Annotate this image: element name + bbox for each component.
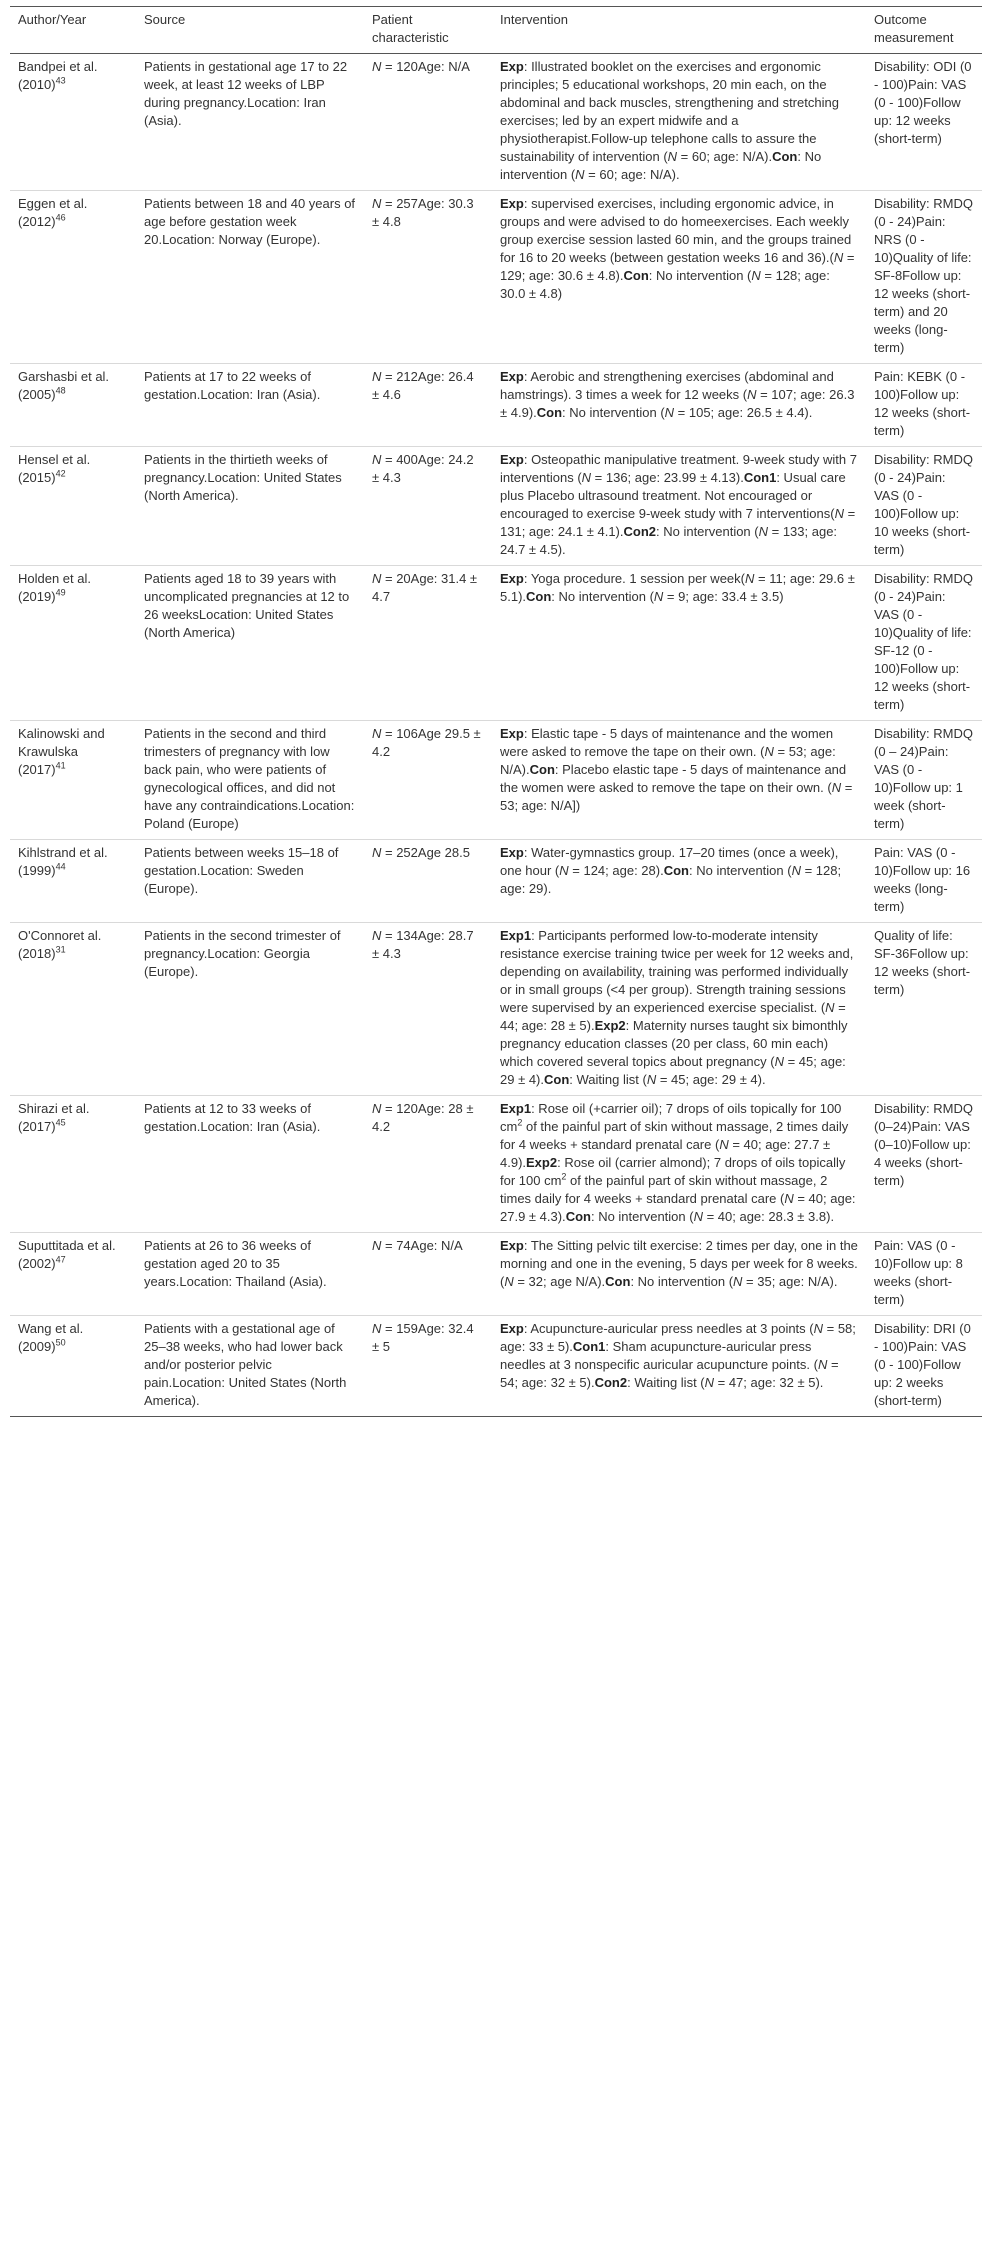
cell-source bbox=[136, 54, 364, 191]
text-segment: Patients in the second and third trimesters of pregnancy with low back pain, who were patients of gynecological offices, and did not have any contraindications.Location: Poland (Europe) bbox=[144, 726, 355, 831]
sample-size-symbol: N bbox=[744, 571, 755, 586]
arm-label: Exp bbox=[500, 59, 524, 74]
cell-intervention bbox=[492, 566, 866, 721]
arm-label: Con bbox=[529, 762, 555, 777]
cell-source bbox=[136, 566, 364, 721]
sample-size-symbol: N bbox=[704, 1375, 715, 1390]
text-segment: : No intervention ( bbox=[630, 1274, 734, 1289]
cell-source bbox=[136, 840, 364, 923]
cell-intervention bbox=[492, 447, 866, 566]
cell-author-year bbox=[10, 1096, 136, 1233]
text-segment: Disability: RMDQ (0 – 24)Pain: VAS (0 - 10)Follow up: 1 week (short-term) bbox=[874, 726, 973, 831]
cell-source bbox=[136, 1096, 364, 1233]
text-segment: Patients at 17 to 22 weeks of gestation.Location: Iran (Asia). bbox=[144, 369, 321, 402]
text-segment: = 136; age: 23.99 ± 4.13). bbox=[591, 470, 744, 485]
text-segment: of the painful part of skin without massage, 2 times daily for 4 weeks + standard prenatal care ( bbox=[500, 1173, 828, 1206]
text-segment: Kalinowski and Krawulska (2017) bbox=[18, 726, 105, 777]
arm-label: Con bbox=[663, 863, 689, 878]
sample-size-symbol: N bbox=[372, 452, 382, 467]
table-row bbox=[10, 54, 982, 191]
table-row bbox=[10, 364, 982, 447]
text-segment: = 11; age: 29.6 ± 5.1). bbox=[500, 571, 855, 604]
superscript: 43 bbox=[55, 75, 66, 86]
cell-intervention bbox=[492, 191, 866, 364]
cell-author-year bbox=[10, 1233, 136, 1316]
cell-source bbox=[136, 923, 364, 1096]
arm-label: Exp bbox=[500, 571, 524, 586]
text-segment: = 400Age: 24.2 ± 4.3 bbox=[372, 452, 474, 485]
sample-size-symbol: N bbox=[372, 59, 382, 74]
text-segment: Disability: ODI (0 - 100)Pain: VAS (0 - 100)Follow up: 12 weeks (short-term) bbox=[874, 59, 972, 146]
text-segment: : Maternity nurses taught six bimonthly pregnancy education classes (20 per class, 60 min each) which covered several topics about pregnancy ( bbox=[500, 1018, 848, 1069]
text-segment: : Waiting list ( bbox=[627, 1375, 705, 1390]
sample-size-symbol: N bbox=[817, 1357, 828, 1372]
text-segment: : Rose oil (+carrier oil); 7 drops of oils topically for 100 cm bbox=[500, 1101, 842, 1134]
text-segment: : No intervention ( bbox=[551, 589, 654, 604]
arm-label: Con bbox=[544, 1072, 570, 1087]
text-segment: : Placebo elastic tape - 5 days of maintenance and the women were asked to remove the tape on their own. ( bbox=[500, 762, 847, 795]
text-segment: Garshasbi et al. (2005) bbox=[18, 369, 110, 402]
cell-source bbox=[136, 447, 364, 566]
text-segment: : Usual care plus Placebo ultrasound treatment. Not encouraged or encouraged to exercise 9-week study with 7 interventions( bbox=[500, 470, 846, 521]
text-segment: Pain: KEBK (0 - 100)Follow up: 12 weeks (short-term) bbox=[874, 369, 971, 438]
text-segment: Kihlstrand et al. (1999) bbox=[18, 845, 108, 878]
arm-label: Exp bbox=[500, 369, 524, 384]
cell-source bbox=[136, 364, 364, 447]
cell-intervention bbox=[492, 721, 866, 840]
superscript: 41 bbox=[55, 760, 66, 771]
superscript: 50 bbox=[55, 1337, 66, 1348]
arm-label: Exp2 bbox=[526, 1155, 558, 1170]
sample-size-symbol: N bbox=[653, 589, 664, 604]
cell-patient-characteristic bbox=[364, 364, 492, 447]
text-segment: = 40; age: 28.3 ± 3.8). bbox=[702, 1209, 835, 1224]
text-segment: Disability: RMDQ (0 - 24)Pain: VAS (0 - 100)Follow up: 10 weeks (short-term) bbox=[874, 452, 973, 557]
sample-size-symbol: N bbox=[372, 1101, 382, 1116]
arm-label: Exp bbox=[500, 1321, 524, 1336]
superscript: 42 bbox=[55, 468, 66, 479]
text-segment: = 129; age: 30.6 ± 4.8). bbox=[500, 250, 855, 283]
sample-size-symbol: N bbox=[372, 726, 382, 741]
cell-patient-characteristic bbox=[364, 721, 492, 840]
text-segment: : No intervention ( bbox=[656, 524, 759, 539]
superscript: 45 bbox=[55, 1117, 66, 1128]
cell-source bbox=[136, 721, 364, 840]
cell-outcome-measurement bbox=[866, 721, 982, 840]
cell-outcome-measurement bbox=[866, 1096, 982, 1233]
arm-label: Con2 bbox=[594, 1375, 628, 1390]
cell-outcome-measurement bbox=[866, 1233, 982, 1316]
text-segment: : Participants performed low-to-moderate intensity resistance exercise training twice per week for 12 weeks and, depending on availability, training was performed individually or in small groups (<4 per group). Strength training sessions were supervised by an experienced exercise specialist. ( bbox=[500, 928, 854, 1015]
cell-intervention bbox=[492, 923, 866, 1096]
sample-size-symbol: N bbox=[581, 470, 592, 485]
text-segment: : Rose oil (carrier almond); 7 drops of oils topically for 100 cm bbox=[500, 1155, 846, 1188]
sample-size-symbol: N bbox=[813, 1321, 824, 1336]
text-segment: Disability: RMDQ (0–24)Pain: VAS (0–10)Follow up: 4 weeks (short-term) bbox=[874, 1101, 973, 1188]
text-segment: = 58; age: 33 ± 5). bbox=[500, 1321, 856, 1354]
cell-author-year bbox=[10, 54, 136, 191]
sample-size-symbol: N bbox=[831, 780, 842, 795]
text-segment: = 74Age: N/A bbox=[381, 1238, 463, 1253]
text-segment: = 128; age: 29). bbox=[500, 863, 842, 896]
sample-size-symbol: N bbox=[575, 167, 585, 182]
text-segment: : No intervention ( bbox=[590, 1209, 694, 1224]
text-segment: = 45; age: 29 ± 4). bbox=[500, 1054, 846, 1087]
text-segment: = 44; age: 28 ± 5). bbox=[500, 1000, 846, 1033]
header-outcome-measurement: Outcome measurement bbox=[874, 12, 954, 45]
arm-label: Con bbox=[565, 1209, 591, 1224]
text-segment: = 106Age 29.5 ± 4.2 bbox=[372, 726, 481, 759]
text-segment: : Illustrated booklet on the exercises and ergonomic principles; 5 educational workshops, 20 min each, on the abdominal and back muscles, strengthening and stretching exercises; led by an expert midwife and a physiotherapist.Follow-up telephone calls to assure the sustainability of intervention ( bbox=[500, 59, 839, 164]
text-segment: Disability: RMDQ (0 - 24)Pain: NRS (0 - 10)Quality of life: SF-8Follow up: 12 weeks (short-term) and 20 weeks (long-term) bbox=[874, 196, 973, 355]
table-body bbox=[10, 54, 982, 1417]
superscript: 46 bbox=[55, 212, 66, 223]
table-row bbox=[10, 1096, 982, 1233]
text-segment: = 131; age: 24.1 ± 4.1). bbox=[500, 506, 856, 539]
superscript: 49 bbox=[55, 587, 66, 598]
cell-source bbox=[136, 1233, 364, 1316]
table-row bbox=[10, 1316, 982, 1417]
cell-patient-characteristic bbox=[364, 191, 492, 364]
text-segment: : No intervention ( bbox=[648, 268, 752, 283]
text-segment: O'Connoret al. (2018) bbox=[18, 928, 102, 961]
cell-intervention bbox=[492, 840, 866, 923]
cell-patient-characteristic bbox=[364, 840, 492, 923]
studies-table bbox=[10, 6, 982, 1417]
text-segment: Patients in the second trimester of pregnancy.Location: Georgia (Europe). bbox=[144, 928, 341, 979]
arm-label: Exp1 bbox=[500, 1101, 532, 1116]
text-segment: Disability: RMDQ (0 - 24)Pain: VAS (0 - 10)Quality of life: SF-12 (0 - 100)Follow up: 12 weeks (short-term) bbox=[874, 571, 973, 712]
text-segment: = 128; age: 30.0 ± 4.8) bbox=[500, 268, 830, 301]
cell-outcome-measurement bbox=[866, 840, 982, 923]
text-segment: Quality of life: SF-36Follow up: 12 weeks (short-term) bbox=[874, 928, 971, 997]
table-row bbox=[10, 840, 982, 923]
text-segment: = 53; age: N/A]) bbox=[500, 780, 853, 813]
sample-size-symbol: N bbox=[372, 1238, 382, 1253]
sample-size-symbol: N bbox=[791, 863, 801, 878]
cell-patient-characteristic bbox=[364, 447, 492, 566]
superscript: 2 bbox=[517, 1117, 523, 1128]
text-segment: = 54; age: 32 ± 5). bbox=[500, 1357, 839, 1390]
text-segment: = 47; age: 32 ± 5). bbox=[714, 1375, 824, 1390]
text-segment: Eggen et al. (2012) bbox=[18, 196, 88, 229]
text-segment: = 257Age: 30.3 ± 4.8 bbox=[372, 196, 474, 229]
sample-size-symbol: N bbox=[372, 845, 382, 860]
text-segment: = 120Age: N/A bbox=[381, 59, 470, 74]
text-segment: = 53; age: N/A). bbox=[500, 744, 836, 777]
cell-author-year bbox=[10, 447, 136, 566]
cell-patient-characteristic bbox=[364, 566, 492, 721]
header-source: Source bbox=[144, 12, 186, 27]
header-row bbox=[10, 7, 982, 54]
cell-intervention bbox=[492, 1316, 866, 1417]
superscript: 2 bbox=[561, 1171, 567, 1182]
cell-author-year bbox=[10, 721, 136, 840]
text-segment: = 60; age: N/A). bbox=[584, 167, 680, 182]
text-segment: Patients between 18 and 40 years of age before gestation week 20.Location: Norway (Europe). bbox=[144, 196, 356, 247]
table-row bbox=[10, 447, 982, 566]
text-segment: of the painful part of skin without massage, 2 times daily for 4 weeks + standard prenatal care ( bbox=[500, 1119, 849, 1152]
text-segment: = 35; age: N/A). bbox=[742, 1274, 838, 1289]
text-segment: = 45; age: 29 ± 4). bbox=[656, 1072, 766, 1087]
text-segment: Hensel et al. (2015) bbox=[18, 452, 91, 485]
cell-intervention bbox=[492, 364, 866, 447]
text-segment: : Osteopathic manipulative treatment. 9-week study with 7 interventions ( bbox=[500, 452, 857, 485]
text-segment: = 159Age: 32.4 ± 5 bbox=[372, 1321, 474, 1354]
text-segment: = 40; age: 27.9 ± 4.3). bbox=[500, 1191, 856, 1224]
arm-label: Exp2 bbox=[594, 1018, 626, 1033]
cell-author-year bbox=[10, 840, 136, 923]
sample-size-symbol: N bbox=[825, 1000, 835, 1015]
text-segment: Bandpei et al. (2010) bbox=[18, 59, 98, 92]
text-segment: : No intervention ( bbox=[562, 405, 665, 420]
sample-size-symbol: N bbox=[646, 1072, 657, 1087]
sample-size-symbol: N bbox=[758, 524, 768, 539]
table-row bbox=[10, 923, 982, 1096]
sample-size-symbol: N bbox=[372, 571, 382, 586]
cell-source bbox=[136, 1316, 364, 1417]
sample-size-symbol: N bbox=[833, 250, 844, 265]
arm-label: Con bbox=[536, 405, 563, 420]
cell-patient-characteristic bbox=[364, 54, 492, 191]
cell-intervention bbox=[492, 1233, 866, 1316]
header-intervention: Intervention bbox=[500, 12, 568, 27]
arm-label: Exp bbox=[500, 1238, 524, 1253]
sample-size-symbol: N bbox=[834, 506, 844, 521]
sample-size-symbol: N bbox=[747, 387, 757, 402]
text-segment: Disability: DRI (0 - 100)Pain: VAS (0 - 100)Follow up: 2 weeks (short-term) bbox=[874, 1321, 971, 1408]
cell-outcome-measurement bbox=[866, 566, 982, 721]
sample-size-symbol: N bbox=[693, 1209, 703, 1224]
text-segment: = 60; age: N/A). bbox=[677, 149, 773, 164]
sample-size-symbol: N bbox=[774, 1054, 784, 1069]
arm-label: Exp bbox=[500, 845, 524, 860]
arm-label: Con bbox=[772, 149, 798, 164]
superscript: 31 bbox=[55, 944, 66, 955]
cell-outcome-measurement bbox=[866, 364, 982, 447]
arm-label: Con1 bbox=[572, 1339, 606, 1354]
text-segment: : supervised exercises, including ergonomic advice, in groups and were advised to do homeexercises. Each weekly group exercise session lasted 60 min, and the groups trained for 16 to 20 weeks (between gestation weeks 16 and 36).( bbox=[500, 196, 852, 265]
sample-size-symbol: N bbox=[372, 196, 382, 211]
text-segment: = 9; age: 33.4 ± 3.5) bbox=[663, 589, 784, 604]
text-segment: = 252Age 28.5 bbox=[381, 845, 470, 860]
text-segment: = 212Age: 26.4 ± 4.6 bbox=[372, 369, 474, 402]
superscript: 47 bbox=[55, 1254, 66, 1265]
text-segment: = 107; age: 26.3 ± 4.9). bbox=[500, 387, 855, 420]
arm-label: Exp bbox=[500, 452, 524, 467]
cell-patient-characteristic bbox=[364, 923, 492, 1096]
cell-outcome-measurement bbox=[866, 1316, 982, 1417]
arm-label: Con bbox=[526, 589, 552, 604]
text-segment: = 40; age: 27.7 ± 4.9). bbox=[500, 1137, 831, 1170]
sample-size-symbol: N bbox=[764, 744, 774, 759]
text-segment: : No intervention ( bbox=[500, 149, 822, 182]
text-segment: : The Sitting pelvic tilt exercise: 2 times per day, one in the morning and one in the evening, 5 days per week for 8 weeks. ( bbox=[500, 1238, 858, 1289]
text-segment: = 133; age: 24.7 ± 4.5). bbox=[500, 524, 838, 557]
sample-size-symbol: N bbox=[784, 1191, 794, 1206]
cell-author-year bbox=[10, 364, 136, 447]
text-segment: Patients in gestational age 17 to 22 week, at least 12 weeks of LBP during pregnancy.Location: Iran (Asia). bbox=[144, 59, 348, 128]
text-segment: : Yoga procedure. 1 session per week( bbox=[523, 571, 745, 586]
text-segment: Patients with a gestational age of 25–38 weeks, who had lower back and/or posterior pelvic pain.Location: United States (North America). bbox=[144, 1321, 347, 1408]
text-segment: Patients between weeks 15–18 of gestation.Location: Sweden (Europe). bbox=[144, 845, 339, 896]
text-segment: = 120Age: 28 ± 4.2 bbox=[372, 1101, 474, 1134]
cell-outcome-measurement bbox=[866, 54, 982, 191]
cell-intervention bbox=[492, 1096, 866, 1233]
cell-outcome-measurement bbox=[866, 191, 982, 364]
sample-size-symbol: N bbox=[751, 268, 761, 283]
text-segment: Pain: VAS (0 - 10)Follow up: 16 weeks (long-term) bbox=[874, 845, 971, 914]
arm-label: Con bbox=[623, 268, 649, 283]
cell-author-year bbox=[10, 1316, 136, 1417]
sample-size-symbol: N bbox=[372, 928, 382, 943]
table-row bbox=[10, 566, 982, 721]
arm-label: Exp bbox=[500, 196, 524, 211]
sample-size-symbol: N bbox=[719, 1137, 729, 1152]
text-segment: Patients aged 18 to 39 years with uncomplicated pregnancies at 12 to 26 weeksLocation: United States (North America) bbox=[144, 571, 350, 640]
table-header bbox=[10, 7, 982, 54]
cell-author-year bbox=[10, 191, 136, 364]
header-author-year: Author/Year bbox=[18, 12, 87, 27]
superscript: 48 bbox=[55, 385, 66, 396]
arm-label: Exp bbox=[500, 726, 524, 741]
text-segment: : Elastic tape - 5 days of maintenance and the women were asked to remove the tape on their own. ( bbox=[500, 726, 834, 759]
cell-author-year bbox=[10, 923, 136, 1096]
sample-size-symbol: N bbox=[372, 369, 382, 384]
text-segment: = 134Age: 28.7 ± 4.3 bbox=[372, 928, 474, 961]
cell-author-year bbox=[10, 566, 136, 721]
cell-patient-characteristic bbox=[364, 1316, 492, 1417]
arm-label: Con2 bbox=[623, 524, 656, 539]
text-segment: = 124; age: 28). bbox=[568, 863, 664, 878]
text-segment: Holden et al. (2019) bbox=[18, 571, 91, 604]
text-segment: Pain: VAS (0 - 10)Follow up: 8 weeks (short-term) bbox=[874, 1238, 963, 1307]
text-segment: Patients in the thirtieth weeks of pregnancy.Location: United States (North America). bbox=[144, 452, 342, 503]
table-row bbox=[10, 191, 982, 364]
sample-size-symbol: N bbox=[372, 1321, 382, 1336]
table-row bbox=[10, 721, 982, 840]
text-segment: = 20Age: 31.4 ± 4.7 bbox=[372, 571, 478, 604]
text-segment: Patients at 12 to 33 weeks of gestation.Location: Iran (Asia). bbox=[144, 1101, 321, 1134]
text-segment: : Sham acupuncture-auricular press needles at 3 nonspecific auricular acupuncture points. ( bbox=[500, 1339, 818, 1372]
text-segment: Suputtitada et al. (2002) bbox=[18, 1238, 116, 1271]
sample-size-symbol: N bbox=[559, 863, 569, 878]
sample-size-symbol: N bbox=[504, 1274, 514, 1289]
header-patient-characteristic: Patient characteristic bbox=[372, 12, 449, 45]
sample-size-symbol: N bbox=[667, 149, 678, 164]
text-segment: Patients at 26 to 36 weeks of gestation aged 20 to 35 years.Location: Thailand (Asia). bbox=[144, 1238, 327, 1289]
sample-size-symbol: N bbox=[664, 405, 675, 420]
cell-source bbox=[136, 191, 364, 364]
cell-outcome-measurement bbox=[866, 447, 982, 566]
text-segment: : Aerobic and strengthening exercises (abdominal and hamstrings). 3 times a week for 12 weeks ( bbox=[500, 369, 834, 402]
text-segment: : Water-gymnastics group. 17–20 times (once a week), one hour ( bbox=[500, 845, 839, 878]
text-segment: = 105; age: 26.5 ± 4.4). bbox=[674, 405, 813, 420]
superscript: 44 bbox=[55, 861, 66, 872]
text-segment: : No intervention ( bbox=[688, 863, 792, 878]
sample-size-symbol: N bbox=[733, 1274, 743, 1289]
cell-patient-characteristic bbox=[364, 1096, 492, 1233]
arm-label: Exp1 bbox=[500, 928, 532, 943]
cell-patient-characteristic bbox=[364, 1233, 492, 1316]
text-segment: : Waiting list ( bbox=[569, 1072, 647, 1087]
table-row bbox=[10, 1233, 982, 1316]
text-segment: = 32; age N/A). bbox=[513, 1274, 606, 1289]
text-segment: Wang et al. (2009) bbox=[18, 1321, 84, 1354]
arm-label: Con1 bbox=[743, 470, 777, 485]
cell-intervention bbox=[492, 54, 866, 191]
arm-label: Con bbox=[605, 1274, 631, 1289]
text-segment: Shirazi et al. (2017) bbox=[18, 1101, 90, 1134]
cell-outcome-measurement bbox=[866, 923, 982, 1096]
text-segment: : Acupuncture-auricular press needles at 3 points ( bbox=[523, 1321, 814, 1336]
